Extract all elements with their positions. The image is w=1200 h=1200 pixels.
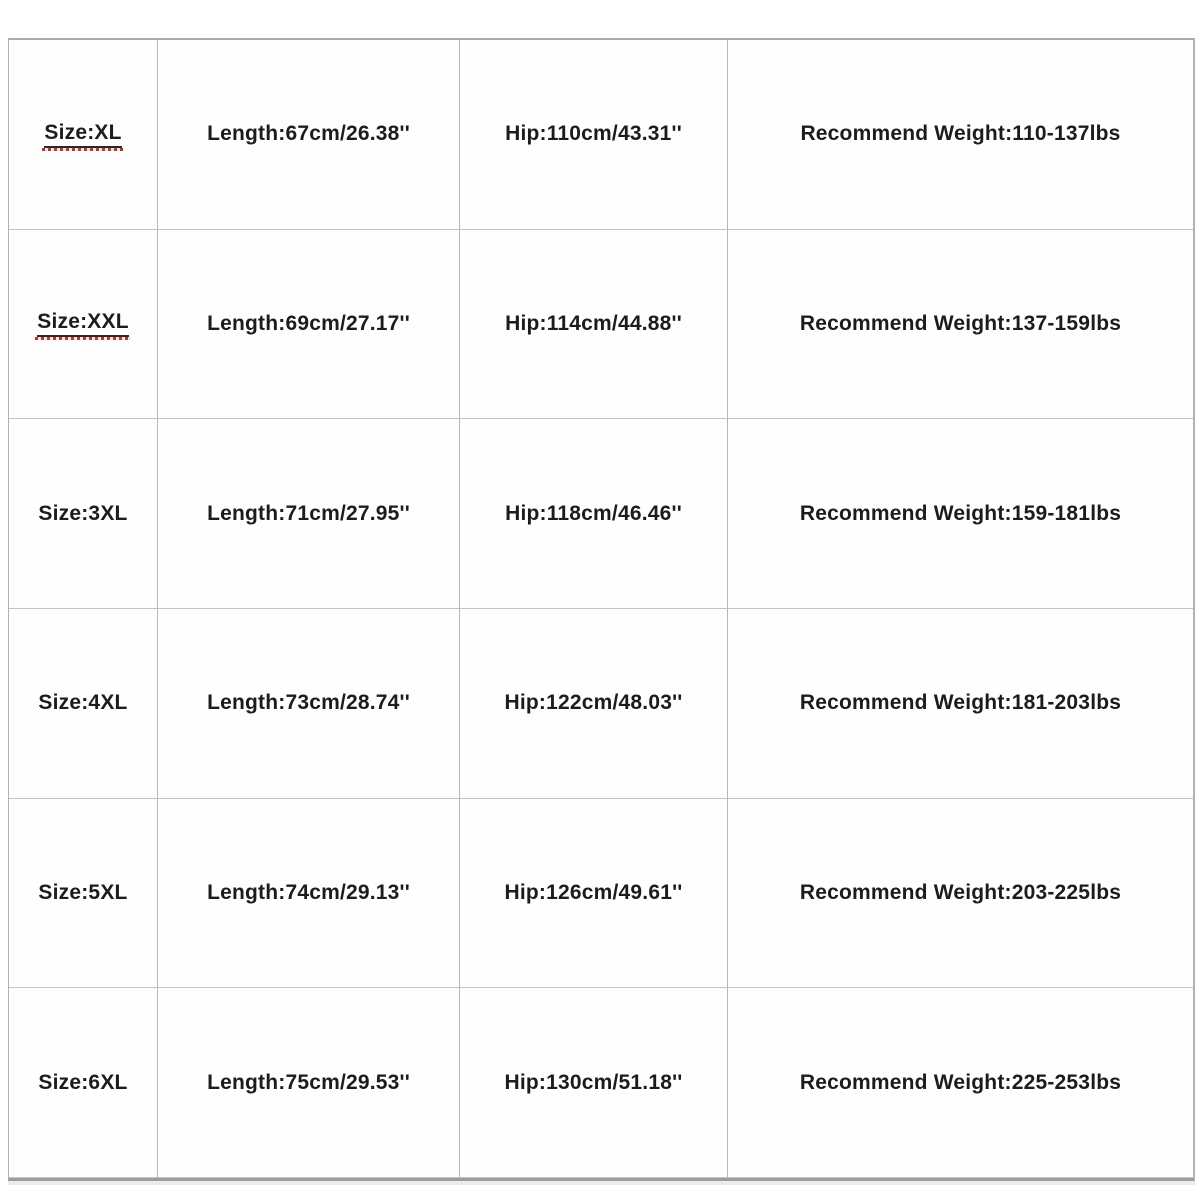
table-cell-length	[158, 40, 460, 230]
table-cell-hip	[460, 419, 728, 609]
weight-label: Recommend Weight:110-137lbs	[800, 122, 1121, 146]
length-label: Length:67cm/26.38''	[207, 122, 410, 146]
size-label: Size:XL	[44, 121, 121, 148]
table-cell-length	[158, 419, 460, 609]
size-label: Size:5XL	[38, 880, 128, 904]
length-label: Length:73cm/28.74''	[207, 691, 410, 715]
weight-label: Recommend Weight:137-159lbs	[799, 311, 1122, 335]
hip-label: Hip:118cm/46.46''	[505, 501, 682, 525]
table-cell-size	[9, 419, 158, 609]
table-cell-size	[9, 40, 158, 230]
table-cell-size	[9, 799, 158, 989]
table-cell-size	[9, 230, 158, 420]
size-label: Size:3XL	[38, 501, 128, 525]
table-cell-weight	[728, 230, 1193, 420]
table-cell-length	[158, 609, 460, 799]
table-cell-size	[9, 988, 158, 1178]
hip-label: Hip:130cm/51.18''	[504, 1070, 683, 1094]
length-label: Length:75cm/29.53''	[207, 1070, 410, 1094]
size-label: Size:XXL	[37, 310, 128, 337]
table-cell-weight	[728, 40, 1193, 230]
length-label: Length:71cm/27.95''	[207, 501, 410, 525]
hip-label: Hip:110cm/43.31''	[505, 122, 682, 146]
weight-label: Recommend Weight:159-181lbs	[799, 501, 1122, 525]
table-cell-hip	[460, 988, 728, 1178]
table-cell-size	[9, 609, 158, 799]
size-chart-table	[8, 38, 1195, 1181]
hip-label: Hip:122cm/48.03''	[504, 691, 683, 715]
table-cell-hip	[460, 230, 728, 420]
length-label: Length:74cm/29.13''	[207, 880, 410, 904]
table-cell-hip	[460, 40, 728, 230]
table-cell-length	[158, 230, 460, 420]
weight-label: Recommend Weight:203-225lbs	[799, 880, 1122, 904]
length-label: Length:69cm/27.17''	[207, 311, 410, 335]
weight-label: Recommend Weight:181-203lbs	[799, 691, 1122, 715]
table-cell-weight	[728, 799, 1193, 989]
hip-label: Hip:126cm/49.61''	[504, 880, 683, 904]
hip-label: Hip:114cm/44.88''	[505, 311, 682, 335]
size-label: Size:6XL	[38, 1070, 128, 1094]
table-cell-hip	[460, 799, 728, 989]
table-cell-weight	[728, 988, 1193, 1178]
table-cell-weight	[728, 419, 1193, 609]
size-label: Size:4XL	[38, 691, 128, 715]
table-cell-length	[158, 988, 460, 1178]
weight-label: Recommend Weight:225-253lbs	[799, 1070, 1122, 1094]
table-cell-hip	[460, 609, 728, 799]
table-cell-length	[158, 799, 460, 989]
table-cell-weight	[728, 609, 1193, 799]
